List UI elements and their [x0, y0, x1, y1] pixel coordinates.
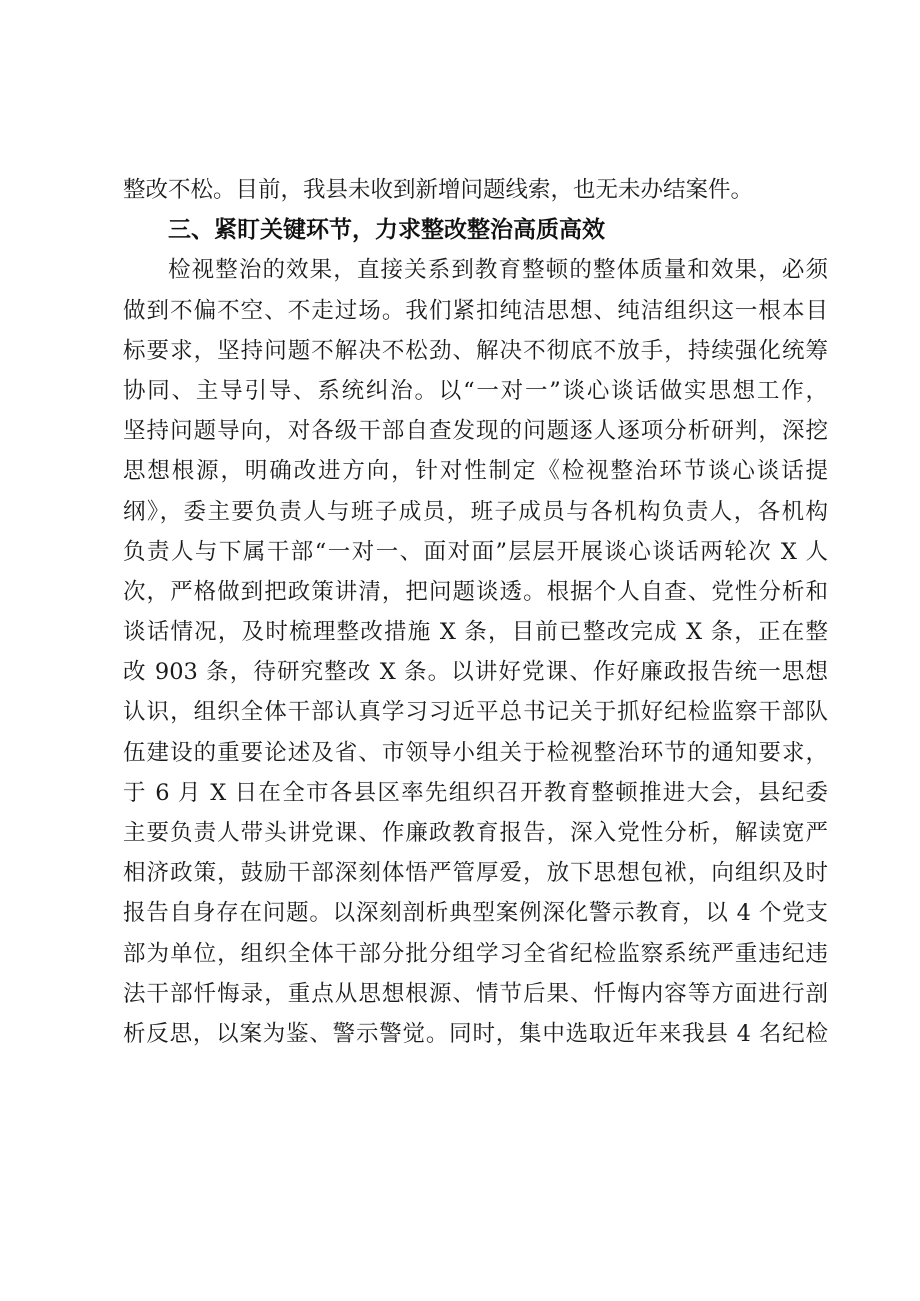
body-line: 报告自身存在问题。以深刻剖析典型案例深化警示教育，以 4 个党支	[123, 900, 828, 927]
body-line: 做到不偏不空、不走过场。我们紧扣纯洁思想、纯洁组织这一根本目	[123, 297, 828, 324]
body-line: 主要负责人带头讲党课、作廉政教育报告，深入党性分析，解读宽严	[123, 820, 828, 846]
body-line: 坚持问题导向，对各级干部自查发现的问题逐人逐项分析研判，深挖	[123, 418, 828, 445]
body-line: 检视整治的效果，直接关系到教育整顿的整体质量和效果，必须	[168, 257, 828, 284]
body-line: 谈话情况，及时梳理整改措施 X 条，目前已整改完成 X 条，正在整	[123, 619, 828, 646]
body-line: 思想根源，明确改进方向，针对性制定《检视整治环节谈心谈话提	[123, 458, 828, 485]
document-body	[123, 170, 828, 1054]
body-line: 标要求，坚持问题不解决不松劲、解决不彻底不放手，持续强化统筹	[123, 337, 828, 364]
body-line: 改 903 条，待研究整改 X 条。以讲好党课、作好廉政报告统一思想	[123, 659, 828, 686]
body-line: 伍建设的重要论述及省、市领导小组关于检视整治环节的通知要求，	[123, 739, 828, 766]
body-line: 负责人与下属干部“一对一、面对面”层层开展谈心谈话两轮次 X 人	[123, 538, 828, 565]
section-heading: 三、紧盯关键环节，力求整改整治高质高效	[168, 217, 605, 244]
body-line: 法干部忏悔录，重点从思想根源、情节后果、忏悔内容等方面进行剖	[123, 980, 828, 1007]
body-line: 于 6 月 X 日在全市各县区率先组织召开教育整顿推进大会，县纪委	[123, 779, 828, 806]
body-line: 相济政策，鼓励干部深刻体悟严管厚爱，放下思想包袱，向组织及时	[123, 860, 828, 887]
body-line: 认识，组织全体干部认真学习习近平总书记关于抓好纪检监察干部队	[123, 699, 828, 726]
body-line: 协同、主导引导、系统纠治。以“一对一”谈心谈话做实思想工作，	[123, 377, 828, 404]
paragraph-end-line: 整改不松。目前，我县未收到新增问题线索，也无未办结案件。	[123, 177, 754, 203]
body-line: 部为单位，组织全体干部分批分组学习全省纪检监察系统严重违纪违	[123, 940, 828, 967]
body-line: 纲》，委主要负责人与班子成员，班子成员与各机构负责人，各机构	[123, 498, 828, 525]
body-line: 析反思，以案为鉴、警示警觉。同时，集中选取近年来我县 4 名纪检	[123, 1020, 828, 1047]
body-line: 次，严格做到把政策讲清，把问题谈透。根据个人自查、党性分析和	[123, 578, 828, 605]
